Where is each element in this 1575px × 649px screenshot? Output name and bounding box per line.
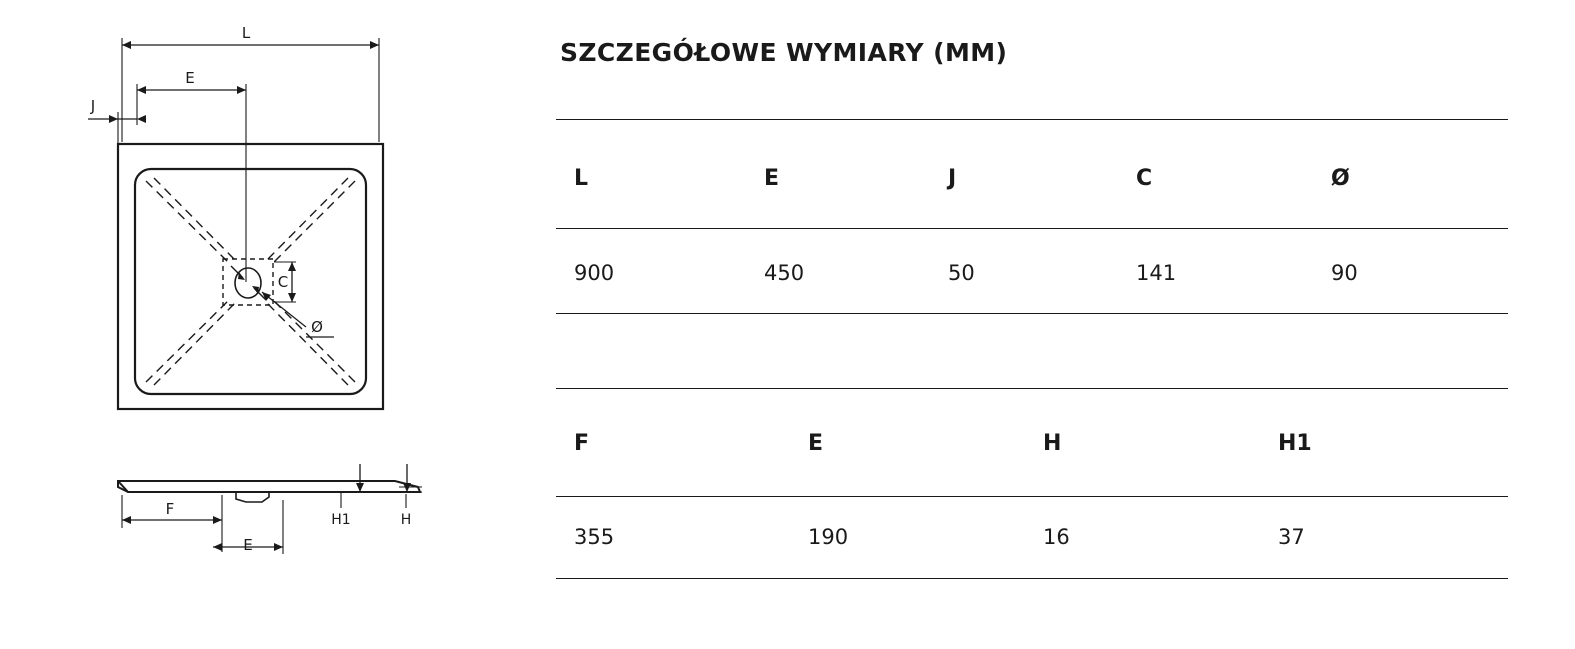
table-value-F: 355 [574,525,615,549]
table-value-H: 16 [1043,525,1070,549]
table-value-diameter: 90 [1331,261,1358,285]
table-value-L: 900 [574,261,615,285]
shower-tray-drawing [0,0,540,649]
dim-label-H: H [400,512,412,528]
table-header-L: L [574,166,589,191]
table-header-H1: H1 [1278,431,1312,456]
dim-label-J: J [90,97,96,115]
table-value-E: 450 [764,261,805,285]
table-rule-group2-top [556,388,1508,389]
table-value-E2: 190 [808,525,849,549]
table-header-E2: E [808,431,824,456]
dim-label-E-side: E [243,536,253,554]
table-rule-group2-header [556,496,1508,497]
dim-label-L: L [241,24,251,42]
dim-label-C: C [277,273,289,291]
table-header-F: F [574,431,590,456]
table-rule-top [556,119,1508,120]
table-rule-group1-bottom [556,313,1508,314]
technical-drawing-panel [0,0,540,649]
dim-label-diameter: Ø [311,318,323,336]
table-value-H1: 37 [1278,525,1305,549]
dimensions-table-panel [556,0,1556,649]
table-rule-bottom [556,578,1508,579]
table-header-J: J [948,166,957,191]
table-header-diameter: Ø [1331,166,1350,191]
table-header-H: H [1043,431,1062,456]
dim-label-F: F [165,500,175,518]
table-header-C: C [1136,166,1153,191]
table-header-E: E [764,166,780,191]
table-value-C: 141 [1136,261,1177,285]
side-view-group [118,464,422,554]
table-rule-group1-header [556,228,1508,229]
page-title: SZCZEGÓŁOWE WYMIARY (MM) [560,38,1008,67]
dim-label-H1: H1 [331,512,351,528]
table-value-J: 50 [948,261,975,285]
top-view-group [88,24,383,409]
dim-label-E-top: E [185,69,195,87]
